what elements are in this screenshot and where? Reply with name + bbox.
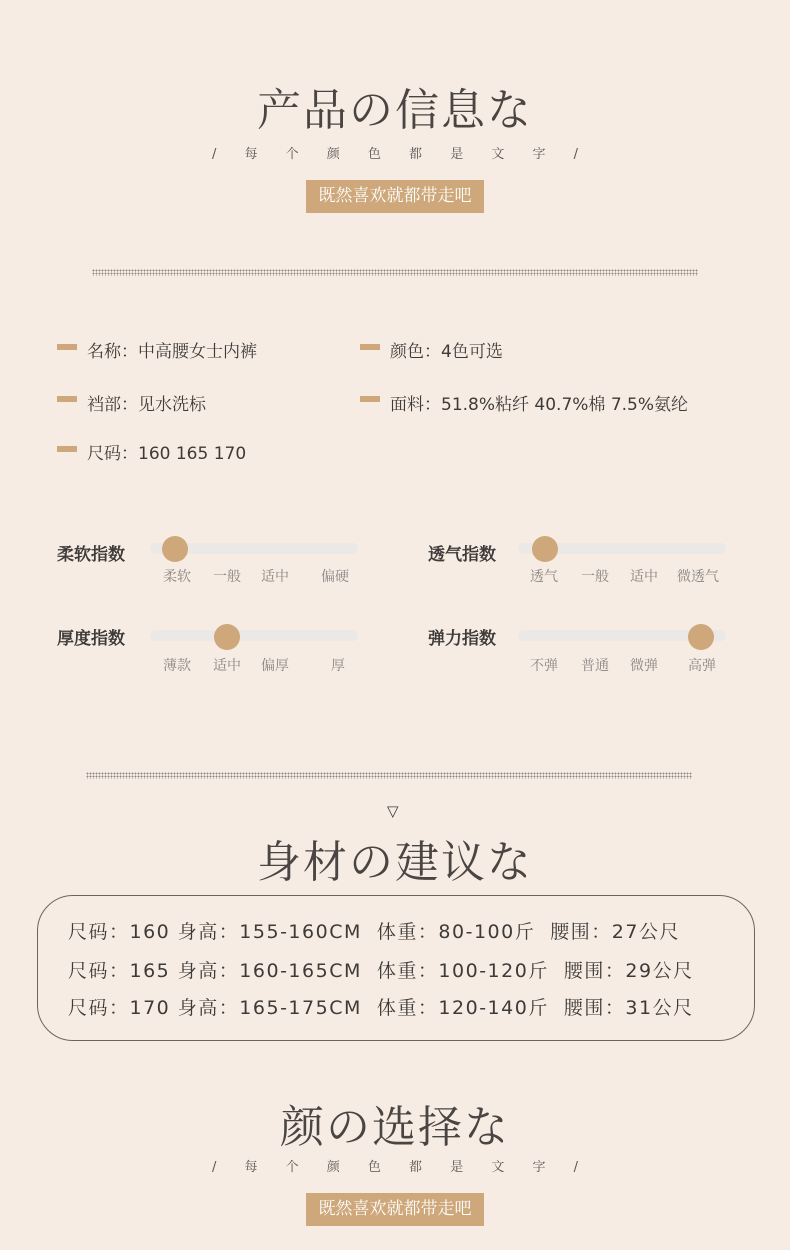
product-info-title: 产品の信息な	[257, 85, 533, 136]
index-label: 厚度指数	[57, 629, 125, 649]
index-knob	[162, 536, 188, 562]
size-row: 尺码：165 身高：160-165CM 体重：100-120斤 腰围：29公尺	[68, 960, 694, 982]
dotted-divider	[86, 772, 692, 779]
index-tick: 薄款	[163, 658, 191, 674]
index-tick: 偏硬	[321, 569, 349, 585]
index-label: 弹力指数	[428, 629, 496, 649]
index-tick: 一般	[213, 569, 241, 585]
info-size: 尺码：160 165 170	[87, 444, 247, 464]
bullet-bar	[360, 344, 380, 350]
color-choice-subtitle: / 每 个 颜 色 都 是 文 字 /	[212, 1160, 578, 1175]
index-tick: 偏厚	[261, 658, 289, 674]
figure-advice-title: 身材の建议な	[257, 837, 533, 888]
index-tick: 柔软	[163, 569, 191, 585]
index-knob	[214, 624, 240, 650]
triangle-down-icon: ▽	[387, 802, 399, 820]
product-info-badge: 既然喜欢就都带走吧	[306, 180, 484, 213]
index-knob	[532, 536, 558, 562]
index-tick: 一般	[581, 569, 609, 585]
dotted-divider	[92, 269, 698, 276]
index-tick: 厚	[331, 658, 345, 674]
info-color: 颜色：4色可选	[390, 342, 503, 362]
color-choice-badge: 既然喜欢就都带走吧	[306, 1193, 484, 1226]
bullet-bar	[360, 396, 380, 402]
index-tick: 透气	[530, 569, 558, 585]
info-name: 名称：中高腰女士内裤	[87, 342, 257, 362]
color-choice-title: 颜の选择な	[280, 1102, 510, 1153]
index-knob	[688, 624, 714, 650]
bullet-bar	[57, 446, 77, 452]
size-row: 尺码：170 身高：165-175CM 体重：120-140斤 腰围：31公尺	[68, 997, 694, 1019]
size-row: 尺码：160 身高：155-160CM 体重：80-100斤 腰围：27公尺	[68, 921, 680, 943]
index-tick: 不弹	[530, 658, 558, 674]
bullet-bar	[57, 396, 77, 402]
index-label: 透气指数	[428, 545, 496, 565]
index-tick: 微弹	[630, 658, 658, 674]
product-info-subtitle: / 每 个 颜 色 都 是 文 字 /	[212, 147, 578, 162]
bullet-bar	[57, 344, 77, 350]
index-tick: 适中	[213, 658, 241, 674]
index-track	[150, 630, 358, 641]
info-crotch: 裆部：见水洗标	[87, 395, 206, 415]
index-tick: 高弹	[688, 658, 716, 674]
index-tick: 适中	[261, 569, 289, 585]
index-tick: 适中	[630, 569, 658, 585]
index-tick: 微透气	[677, 569, 719, 585]
index-tick: 普通	[581, 658, 609, 674]
info-fabric: 面料：51.8%粘纤 40.7%棉 7.5%氨纶	[390, 395, 689, 415]
index-label: 柔软指数	[57, 545, 125, 565]
